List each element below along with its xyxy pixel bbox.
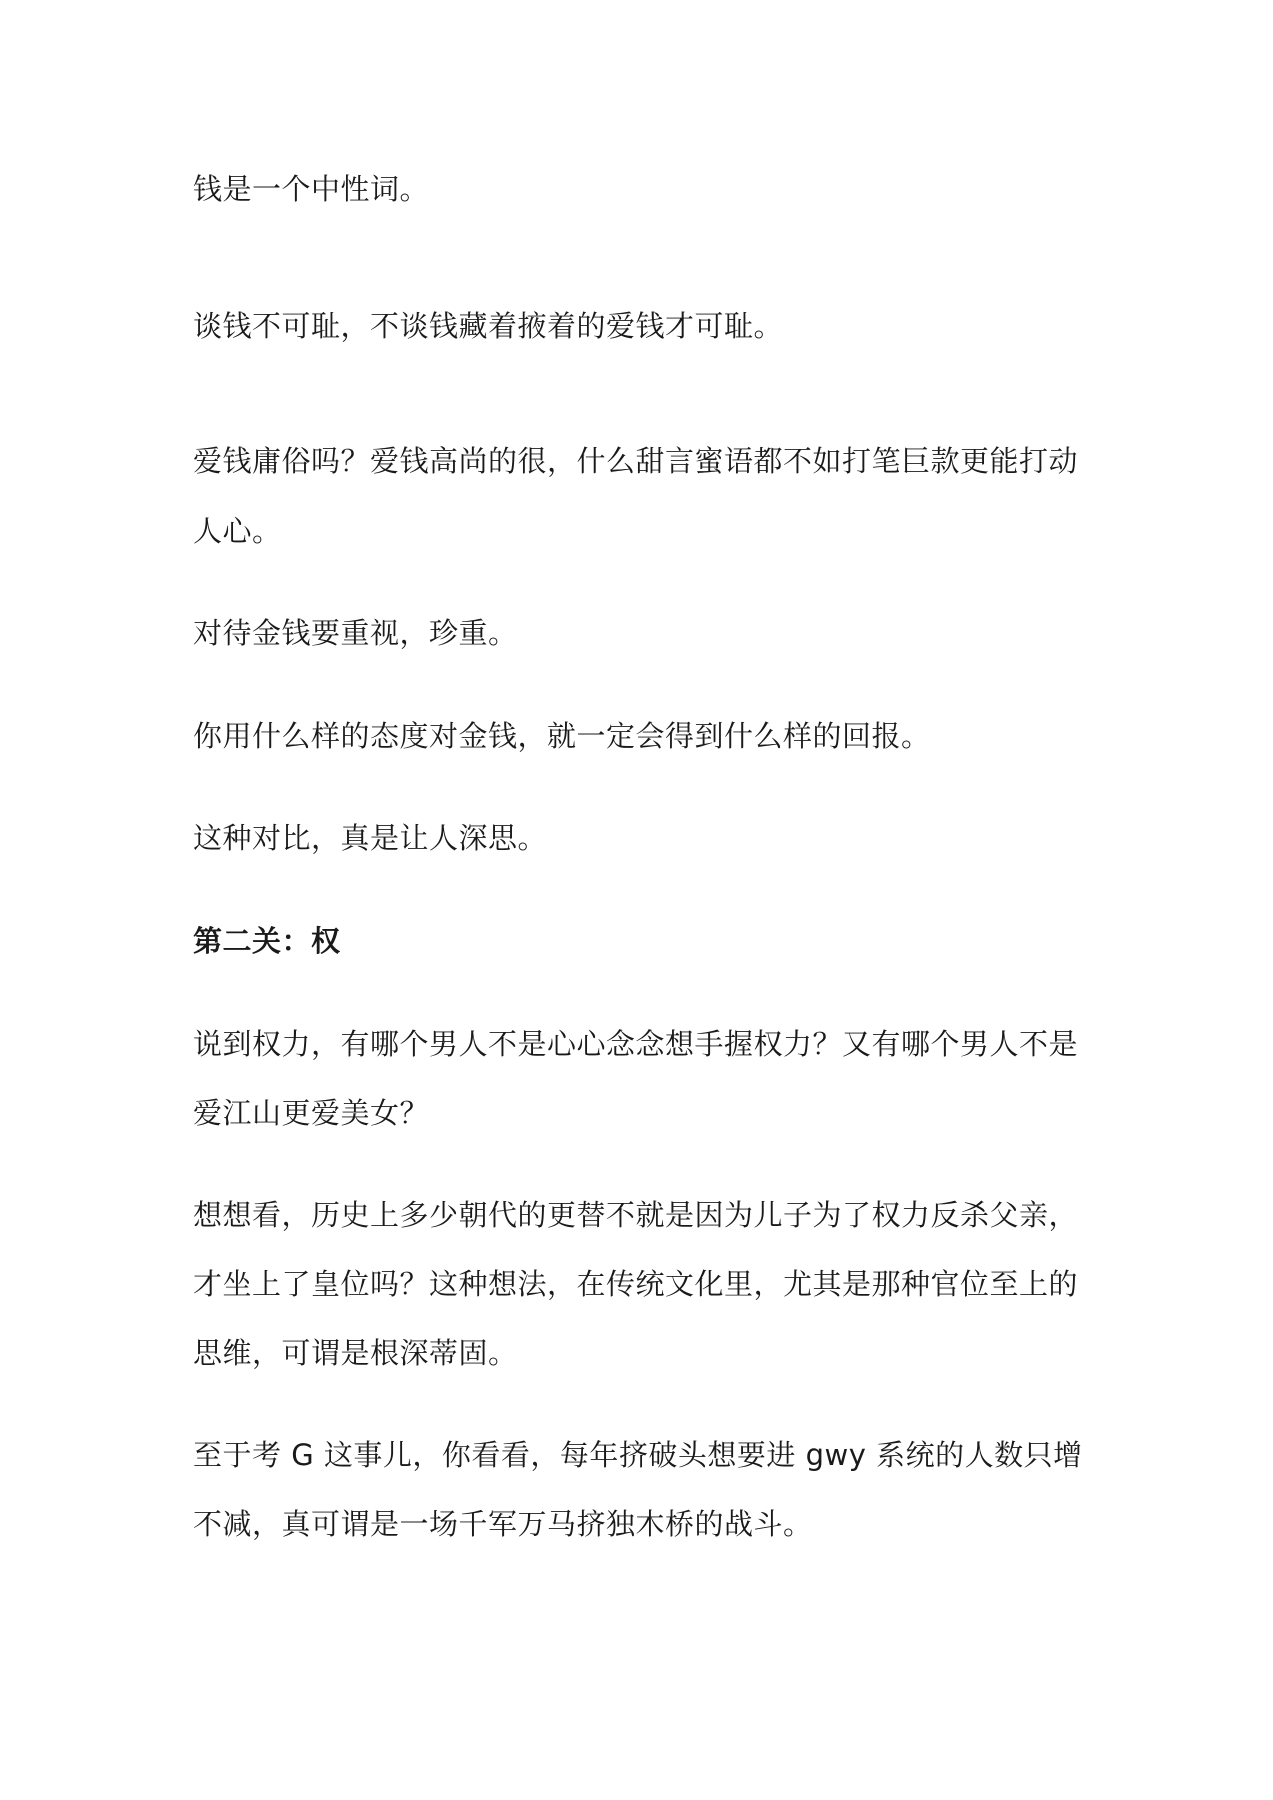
paragraph-line: 人心。: [193, 514, 282, 548]
paragraph-line: 谈钱不可耻，不谈钱藏着掖着的爱钱才可耻。: [193, 309, 784, 343]
paragraph-line: 说到权力，有哪个男人不是心心念念想手握权力？又有哪个男人不是: [193, 1027, 1079, 1061]
paragraph-line: 思维，可谓是根深蒂固。: [193, 1336, 518, 1370]
paragraph-line: 钱是一个中性词。: [193, 172, 430, 206]
paragraph-line: 爱钱庸俗吗？爱钱高尚的很，什么甜言蜜语都不如打笔巨款更能打动: [193, 444, 1079, 478]
paragraph-line: 才坐上了皇位吗？这种想法，在传统文化里，尤其是那种官位至上的: [193, 1267, 1079, 1301]
paragraph-line: 爱江山更爱美女？: [193, 1096, 430, 1130]
paragraph-line: 不减，真可谓是一场千军万马挤独木桥的战斗。: [193, 1507, 813, 1541]
section-heading: 第二关：权: [193, 924, 341, 958]
paragraph-line: 至于考 G 这事儿，你看看，每年挤破头想要进 gwy 系统的人数只增: [193, 1438, 1083, 1472]
paragraph-line: 你用什么样的态度对金钱，就一定会得到什么样的回报。: [193, 719, 931, 753]
paragraph-line: 想想看，历史上多少朝代的更替不就是因为儿子为了权力反杀父亲，: [193, 1198, 1079, 1232]
paragraph-line: 这种对比，真是让人深思。: [193, 821, 548, 855]
paragraph-line: 对待金钱要重视，珍重。: [193, 616, 518, 650]
